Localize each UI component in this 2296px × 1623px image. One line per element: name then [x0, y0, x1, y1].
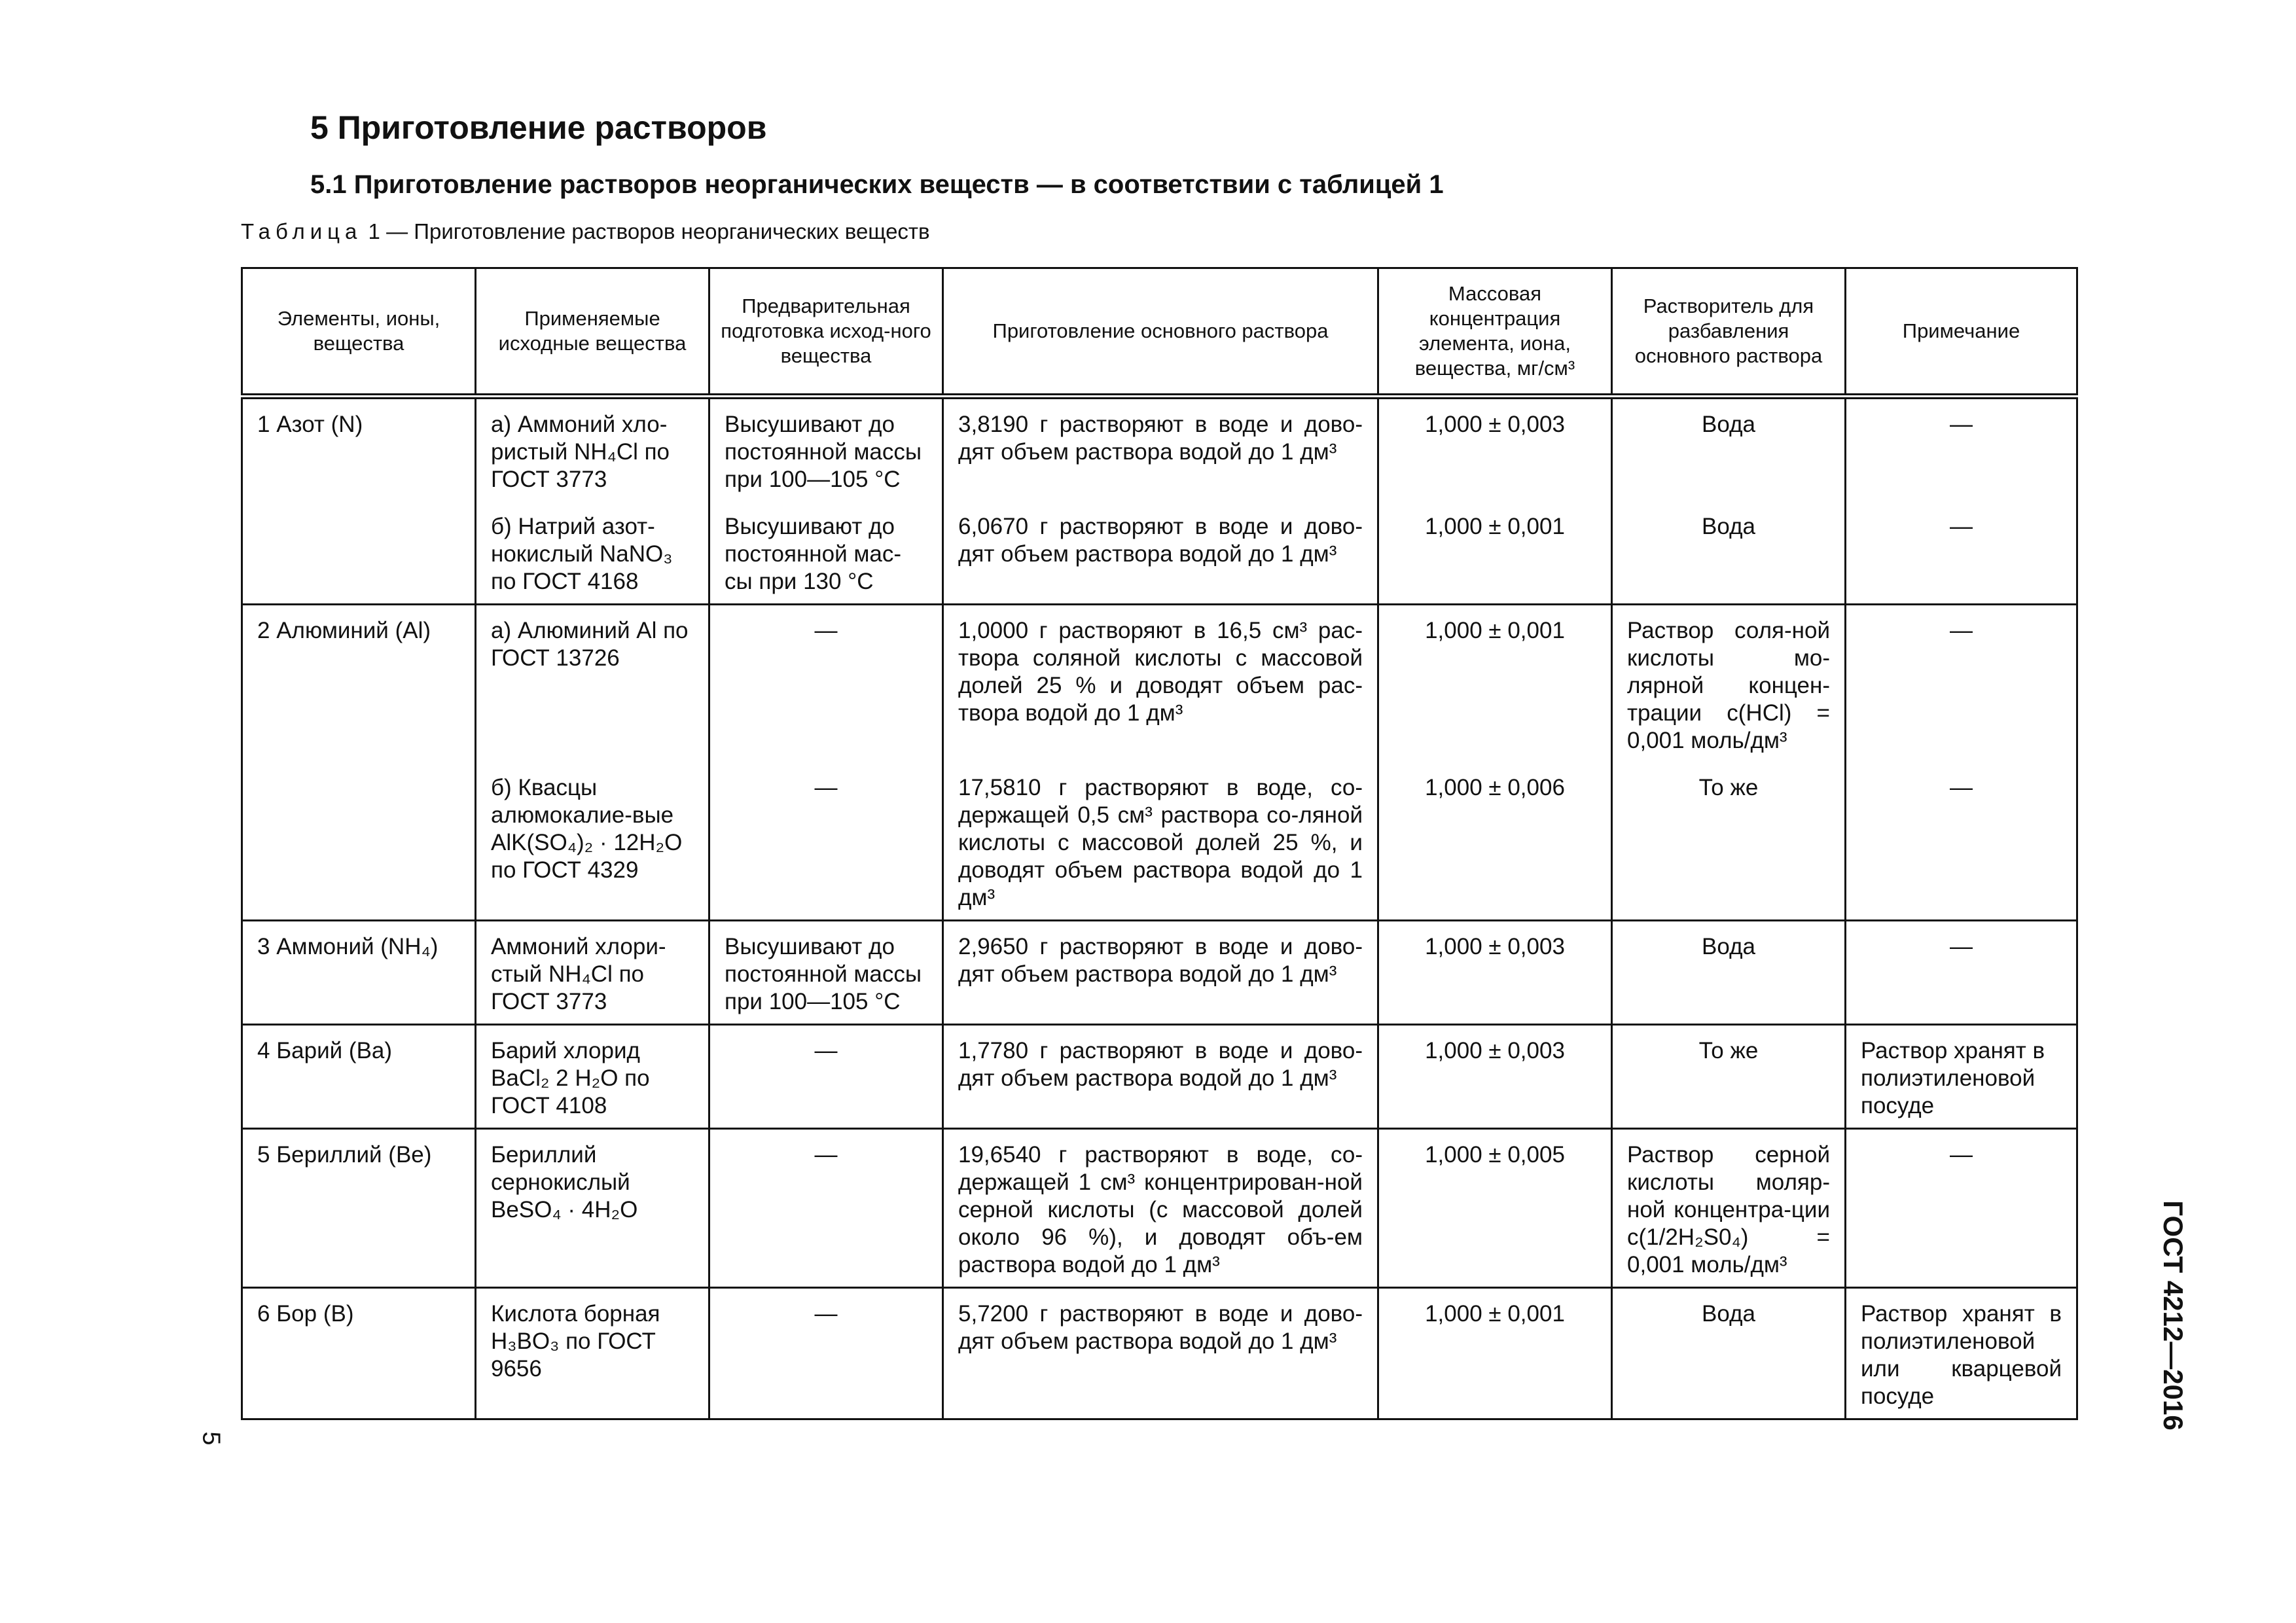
concentration-cell: 1,000 ± 0,003 — [1378, 921, 1612, 1025]
solution-cell: 3,8190 г растворяют в воде и дово-дят объем раствора водой до 1 дм³ — [943, 397, 1378, 502]
table-row — [242, 762, 2077, 921]
concentration-cell: 1,000 ± 0,003 — [1378, 1025, 1612, 1129]
note-cell: Раствор хранят в полиэтиленовой посуде — [1846, 1025, 2077, 1129]
note-cell: — — [1846, 762, 2077, 921]
element-cell: 2 Алюминий (Al) — [242, 605, 476, 921]
table-row — [242, 397, 2077, 502]
solution-cell: 5,7200 г растворяют в воде и дово-дят объем раствора водой до 1 дм³ — [943, 1288, 1378, 1419]
element-cell: 3 Аммоний (NH₄) — [242, 921, 476, 1025]
table-row — [242, 501, 2077, 605]
page-number-text: 5 — [197, 1431, 225, 1446]
prep-cell: — — [709, 1025, 943, 1129]
prep-cell: — — [709, 1288, 943, 1419]
concentration-cell: 1,000 ± 0,001 — [1378, 1288, 1612, 1419]
column-header: Приготовление основного раствора — [943, 268, 1378, 397]
prep-cell: Высушивают до постоянной массы при 100—105 °C — [709, 921, 943, 1025]
element-cell: 5 Бериллий (Be) — [242, 1129, 476, 1288]
solvent-cell: Вода — [1612, 397, 1846, 502]
solvent-cell: Вода — [1612, 1288, 1846, 1419]
note-cell: — — [1846, 1129, 2077, 1288]
column-header: Элементы, ионы, вещества — [242, 268, 476, 397]
subsection-heading: 5.1 Приготовление растворов неорганических веществ — в соответствии с таблицей 1 — [310, 170, 1444, 199]
source-cell: Аммоний хлори-стый NH₄Cl по ГОСТ 3773 — [476, 921, 709, 1025]
table-caption-text: 1 — Приготовление растворов неорганических веществ — [362, 219, 930, 243]
solution-cell: 19,6540 г растворяют в воде, со-держащей 1 см³ концентрирован-ной серной кислоты (с массовой долей около 96 %), и доводят объ-ем раствора водой до 1 дм³ — [943, 1129, 1378, 1288]
element-cell: 1 Азот (N) — [242, 397, 476, 605]
source-cell: Кислота борная H₃BO₃ по ГОСТ 9656 — [476, 1288, 709, 1419]
column-header: Предварительная подготовка исход-ного вещества — [709, 268, 943, 397]
solvent-cell: Вода — [1612, 921, 1846, 1025]
column-header: Примечание — [1846, 268, 2077, 397]
concentration-cell: 1,000 ± 0,006 — [1378, 762, 1612, 921]
source-cell: а) Аммоний хло-ристый NH₄Cl по ГОСТ 3773 — [476, 397, 709, 502]
element-cell: 4 Барий (Ba) — [242, 1025, 476, 1129]
solvent-cell: Вода — [1612, 501, 1846, 605]
solution-cell: 1,7780 г растворяют в воде и дово-дят объем раствора водой до 1 дм³ — [943, 1025, 1378, 1129]
prep-cell: Высушивают до постоянной мас-сы при 130 °C — [709, 501, 943, 605]
concentration-cell: 1,000 ± 0,001 — [1378, 501, 1612, 605]
prep-cell: — — [709, 762, 943, 921]
source-cell: а) Алюминий Al по ГОСТ 13726 — [476, 605, 709, 763]
solvent-cell: Раствор серной кислоты моляр-ной концентра-ции c(1/2H₂S0₄) = 0,001 моль/дм³ — [1612, 1129, 1846, 1288]
table-row — [242, 921, 2077, 1025]
source-cell: б) Квасцы алюмокалие-вые AlK(SO₄)₂ · 12H₂O по ГОСТ 4329 — [476, 762, 709, 921]
solution-cell: 2,9650 г растворяют в воде и дово-дят объем раствора водой до 1 дм³ — [943, 921, 1378, 1025]
column-header: Массовая концентрация элемента, иона, вещества, мг/см³ — [1378, 268, 1612, 397]
table-header-row — [242, 268, 2077, 397]
element-cell: 6 Бор (B) — [242, 1288, 476, 1419]
concentration-cell: 1,000 ± 0,003 — [1378, 397, 1612, 502]
prep-cell: Высушивают до постоянной массы при 100—105 °C — [709, 397, 943, 502]
note-cell: — — [1846, 501, 2077, 605]
solution-cell: 6,0670 г растворяют в воде и дово-дят объем раствора водой до 1 дм³ — [943, 501, 1378, 605]
table-row — [242, 1129, 2077, 1288]
prep-cell: — — [709, 605, 943, 763]
solution-cell: 1,0000 г растворяют в 16,5 см³ рас-твора соляной кислоты с массовой долей 25 % и доводят объем рас-твора водой до 1 дм³ — [943, 605, 1378, 763]
table-row — [242, 605, 2077, 763]
solution-cell: 17,5810 г растворяют в воде, со-держащей 0,5 см³ раствора со-ляной кислоты с массовой долей 25 %, и доводят объем раствора водой до 1 дм³ — [943, 762, 1378, 921]
standard-code-text: ГОСТ 4212—2016 — [2158, 1200, 2189, 1431]
section-heading: 5 Приготовление растворов — [310, 109, 767, 146]
source-cell: б) Натрий азот-нокислый NaNO₃ по ГОСТ 4168 — [476, 501, 709, 605]
solutions-table — [241, 267, 2078, 1420]
note-cell: — — [1846, 921, 2077, 1025]
page-number — [198, 1419, 224, 1458]
concentration-cell: 1,000 ± 0,001 — [1378, 605, 1612, 763]
source-cell: Барий хлорид BaCl₂ 2 H₂O по ГОСТ 4108 — [476, 1025, 709, 1129]
note-cell: — — [1846, 605, 2077, 763]
solvent-cell: Раствор соля-ной кислоты мо-лярной концен-трации c(HCl) = 0,001 моль/дм³ — [1612, 605, 1846, 763]
table-row — [242, 1025, 2077, 1129]
prep-cell: — — [709, 1129, 943, 1288]
column-header: Применяемые исходные вещества — [476, 268, 709, 397]
solvent-cell: То же — [1612, 762, 1846, 921]
table-row — [242, 1288, 2077, 1419]
note-cell: Раствор хранят в полиэтиленовой или кварцевой посуде — [1846, 1288, 2077, 1419]
solvent-cell: То же — [1612, 1025, 1846, 1129]
concentration-cell: 1,000 ± 0,005 — [1378, 1129, 1612, 1288]
note-cell: — — [1846, 397, 2077, 502]
standard-code — [2153, 1200, 2193, 1431]
column-header: Растворитель для разбавления основного раствора — [1612, 268, 1846, 397]
source-cell: Бериллий сернокислый BeSO₄ · 4H₂O — [476, 1129, 709, 1288]
table-caption-label: Таблица — [241, 219, 363, 243]
table-caption — [241, 219, 930, 244]
